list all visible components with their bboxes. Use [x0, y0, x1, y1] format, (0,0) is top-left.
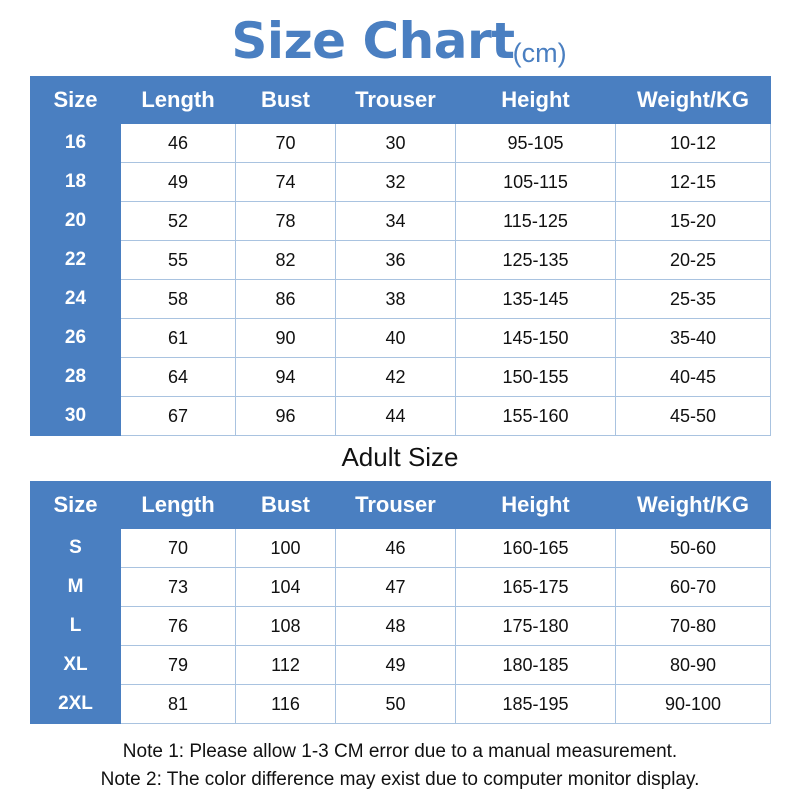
cell-height: 115-125	[456, 202, 616, 241]
cell-height: 155-160	[456, 397, 616, 436]
cell-trouser: 49	[336, 646, 456, 685]
note-line-2: Note 2: The color difference may exist due to computer monitor display.	[100, 768, 700, 790]
cell-length: 67	[121, 397, 236, 436]
table-row	[31, 358, 771, 397]
column-header-trouser: Trouser	[336, 77, 456, 124]
cell-height: 125-135	[456, 241, 616, 280]
cell-size: 30	[31, 397, 121, 436]
kids-size-table	[30, 76, 771, 436]
page-title-unit: (cm)	[512, 38, 567, 68]
cell-length: 49	[121, 163, 236, 202]
cell-size: 24	[31, 280, 121, 319]
cell-bust: 104	[236, 568, 336, 607]
cell-trouser: 48	[336, 607, 456, 646]
page-title-text: Size Chart	[231, 12, 515, 70]
cell-weight: 10-12	[616, 124, 771, 163]
cell-length: 76	[121, 607, 236, 646]
cell-weight: 80-90	[616, 646, 771, 685]
kids-table-header	[31, 77, 771, 124]
cell-size: 2XL	[31, 685, 121, 724]
cell-bust: 96	[236, 397, 336, 436]
kids-table-body	[31, 124, 771, 436]
table-row	[31, 646, 771, 685]
table-row	[31, 202, 771, 241]
cell-weight: 45-50	[616, 397, 771, 436]
cell-weight: 40-45	[616, 358, 771, 397]
table-row	[31, 685, 771, 724]
cell-height: 160-165	[456, 529, 616, 568]
cell-size: 20	[31, 202, 121, 241]
cell-weight: 25-35	[616, 280, 771, 319]
table-row	[31, 607, 771, 646]
cell-weight: 50-60	[616, 529, 771, 568]
adult-size-table	[30, 481, 771, 724]
cell-bust: 86	[236, 280, 336, 319]
column-header-weight: Weight/KG	[616, 482, 771, 529]
page-title	[0, 0, 800, 76]
cell-size: L	[31, 607, 121, 646]
cell-weight: 15-20	[616, 202, 771, 241]
cell-height: 95-105	[456, 124, 616, 163]
cell-bust: 90	[236, 319, 336, 358]
cell-length: 70	[121, 529, 236, 568]
column-header-length: Length	[121, 482, 236, 529]
cell-size: 28	[31, 358, 121, 397]
cell-bust: 74	[236, 163, 336, 202]
column-header-length: Length	[121, 77, 236, 124]
cell-bust: 116	[236, 685, 336, 724]
table-row	[31, 319, 771, 358]
cell-trouser: 32	[336, 163, 456, 202]
cell-length: 61	[121, 319, 236, 358]
cell-height: 150-155	[456, 358, 616, 397]
table-row	[31, 397, 771, 436]
cell-trouser: 47	[336, 568, 456, 607]
cell-weight: 60-70	[616, 568, 771, 607]
note-line-1: Note 1: Please allow 1-3 CM error due to a manual measurement.	[122, 741, 678, 762]
table-row	[31, 280, 771, 319]
kids-size-table-block	[30, 76, 770, 436]
cell-height: 180-185	[456, 646, 616, 685]
table-header-row	[31, 77, 771, 124]
cell-length: 52	[121, 202, 236, 241]
cell-size: 26	[31, 319, 121, 358]
cell-weight: 12-15	[616, 163, 771, 202]
column-header-height: Height	[456, 482, 616, 529]
cell-weight: 35-40	[616, 319, 771, 358]
table-row	[31, 568, 771, 607]
table-row	[31, 241, 771, 280]
column-header-trouser: Trouser	[336, 482, 456, 529]
cell-size: S	[31, 529, 121, 568]
cell-size: XL	[31, 646, 121, 685]
cell-size: 18	[31, 163, 121, 202]
cell-size: 22	[31, 241, 121, 280]
cell-height: 165-175	[456, 568, 616, 607]
table-row	[31, 529, 771, 568]
cell-size: 16	[31, 124, 121, 163]
cell-length: 73	[121, 568, 236, 607]
column-header-bust: Bust	[236, 77, 336, 124]
cell-height: 175-180	[456, 607, 616, 646]
notes-section	[0, 724, 800, 793]
cell-trouser: 34	[336, 202, 456, 241]
cell-weight: 90-100	[616, 685, 771, 724]
cell-length: 58	[121, 280, 236, 319]
cell-trouser: 50	[336, 685, 456, 724]
column-header-weight: Weight/KG	[616, 77, 771, 124]
column-header-bust: Bust	[236, 482, 336, 529]
cell-trouser: 36	[336, 241, 456, 280]
cell-trouser: 38	[336, 280, 456, 319]
cell-trouser: 40	[336, 319, 456, 358]
cell-height: 185-195	[456, 685, 616, 724]
column-header-size: Size	[31, 482, 121, 529]
cell-bust: 100	[236, 529, 336, 568]
cell-bust: 108	[236, 607, 336, 646]
adult-size-label: Adult Size	[341, 442, 459, 472]
cell-length: 55	[121, 241, 236, 280]
cell-length: 46	[121, 124, 236, 163]
cell-bust: 82	[236, 241, 336, 280]
cell-bust: 70	[236, 124, 336, 163]
column-header-size: Size	[31, 77, 121, 124]
column-header-height: Height	[456, 77, 616, 124]
cell-length: 81	[121, 685, 236, 724]
cell-height: 105-115	[456, 163, 616, 202]
cell-bust: 94	[236, 358, 336, 397]
cell-size: M	[31, 568, 121, 607]
cell-weight: 70-80	[616, 607, 771, 646]
table-row	[31, 163, 771, 202]
cell-trouser: 46	[336, 529, 456, 568]
adult-table-body	[31, 529, 771, 724]
table-row	[31, 124, 771, 163]
table-header-row	[31, 482, 771, 529]
cell-length: 79	[121, 646, 236, 685]
adult-table-header	[31, 482, 771, 529]
cell-trouser: 44	[336, 397, 456, 436]
cell-trouser: 42	[336, 358, 456, 397]
adult-size-table-block	[30, 481, 770, 724]
cell-bust: 78	[236, 202, 336, 241]
cell-height: 145-150	[456, 319, 616, 358]
cell-height: 135-145	[456, 280, 616, 319]
cell-length: 64	[121, 358, 236, 397]
cell-bust: 112	[236, 646, 336, 685]
cell-trouser: 30	[336, 124, 456, 163]
cell-weight: 20-25	[616, 241, 771, 280]
